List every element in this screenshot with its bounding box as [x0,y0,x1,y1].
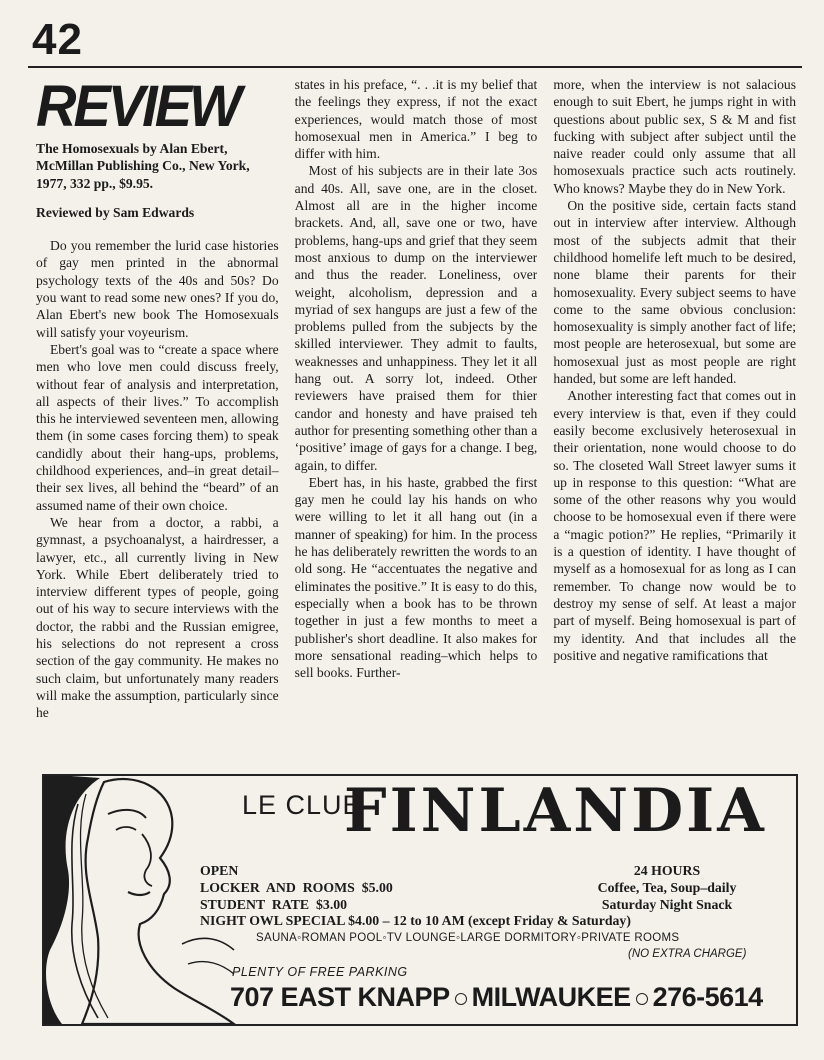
column-1 [36,76,279,768]
paragraph: On the positive side, certain facts stand out in interview after interview. Although most of the subjects admit that their childhood homelife left much to be desired, none blame their parents for their homosexuality. Every subject seems to have come to the same obvious conclusion: homosexuality is simply another fact of life; most people are heterosexual, but some are homosexual just as most people are right handed, but some are left handed. [553,198,796,387]
review-heading: REVIEW [36,76,239,139]
locker-rate: LOCKER AND ROOMS $5.00 [200,880,393,895]
column-3 [553,76,796,768]
food: Coffee, Tea, Soup–daily [597,880,737,895]
address-line [230,982,763,1013]
finlandia-logo: FINLANDIA [344,776,767,846]
le-club-label: LE CLUB [242,790,362,820]
paragraph: We hear from a doctor, a rabbi, a gymnast, a psychoanalyst, a hairdresser, a lawyer, etc., all currently living in New York. While Ebert deliberately tried to interview different types of people, going out of his way to secure interviews with the doctor, the rabbi and the Russian emigree, his selections do not represent a cross section of the gay community. He makes no such claim, but unfortunately many readers will make the assumption, particularly since he [36,514,279,721]
phone: 276-5614 [652,982,763,1012]
open-label: OPEN [200,863,239,878]
night-owl-special: NIGHT OWL SPECIAL $4.00 – 12 to 10 AM (except Friday & Saturday) [200,913,631,928]
street-address: 707 EAST KNAPP [230,982,450,1012]
city: MILWAUKEE [471,982,631,1012]
separator-circle [636,993,648,1005]
paragraph: Ebert's goal was to “create a space where men who love men could discuss freely, without fear of analysis and interpretation, all aspects of their lives.” To accomplish this he interviewed seventeen men, allowing them (in some cases forcing them) to speak candidly about their hang-ups, problems, childhood experiences, and–in great detail–their sex lives, all behind the “beard” of an assumed name of their own choice. [36,341,279,513]
paragraph: more, when the interview is not salacious enough to suit Ebert, he jumps right in with questions about public sex, S & M and fist fucking with subject after subject until the naive reader could only assume that all homosexuals practice such acts routinely. Who knows? Maybe they do in New York. [553,77,796,196]
finlandia-advertisement [42,774,798,1026]
paragraph: Most of his subjects are in their late 3os and 40s. All, save one, are in the closet. Almost all are in the higher income brackets. And, all, save one or two, have problems, hang-ups and grief that they seem most anxious to dump on the interviewer and thus the reader. Loneliness, over weight, alcoholism, depression and a myriad of sex hangups are just a few of the problems pulled from the subjects by the skilled interviewer. They admit to faults, weaknesses and unhappiness. They let it all hang out. A sorry lot, indeed. Other reviewers have praised them for thier candor and honesty and have praised teh author for presenting something other than a ‘positive’ image of gays for a change. I beg, again, to differ. [294,163,538,473]
paragraph: Another interesting fact that comes out in every interview is that, even if they could easily become exclusively heterosexual in their orientation, none would choose to do so. The closeted Wall Street lawyer sums it up in response to this question: “What are some of the other reasons why you would choose to be homosexual even if there were a “magic potion?” He replies, “Primarily it is a question of identity. I have thought of myself as a homosexual for as long as I can remember. To change now would be to destroy my sense of self. At least a major part of myself. Being homosexual is part of my identity. And that includes all the positive and negative ramifications that [553,388,796,663]
paragraph: states in his preface, “. . .it is my belief that the feelings they express, if not the exact experiences, would match those of most homosexual men in America.” I beg to differ with him. [294,77,538,162]
paragraph: Do you remember the lurid case histories of gay men printed in the abnormal psychology texts of the 40s and 50s? Do you want to read some new ones? If you do, Alan Ebert's new book The Homosexuals will satisfy your voyeurism. [36,238,279,340]
student-rate: STUDENT RATE $3.00 [200,897,348,912]
snack: Saturday Night Snack [601,897,733,912]
article-columns [36,76,796,768]
book-info: The Homosexuals by Alan Ebert, McMillan Publishing Co., New York, 1977, 332 pp., $9.95. [36,141,250,191]
free-parking: PLENTY OF FREE PARKING [232,965,408,979]
column-2 [295,76,538,768]
byline: Reviewed by Sam Edwards [36,204,195,220]
top-rule [28,66,802,68]
amenities: SAUNA◦ROMAN POOL◦TV LOUNGE◦LARGE DORMITORY◦PRIVATE ROOMS [256,932,680,944]
separator-circle [455,993,467,1005]
page-number: 42 [32,15,83,64]
no-extra-charge: (NO EXTRA CHARGE) [628,948,747,960]
rates-block [200,862,393,913]
hours-block [574,862,760,913]
paragraph: Ebert has, in his haste, grabbed the first gay men he could lay his hands on who were willing to let it all hang out (in a manner of speaking) for him. In the process he has deliberately rewritten the words to an old song. He “accentuates the negative and eliminates the positive.” It is easy to do this, especially when a book has to be thrown together in just a few months to meet a publisher's short deadline. It also makes for more sensational reading–which helps to sell books. Further- [294,474,538,681]
hours: 24 HOURS [633,863,701,878]
